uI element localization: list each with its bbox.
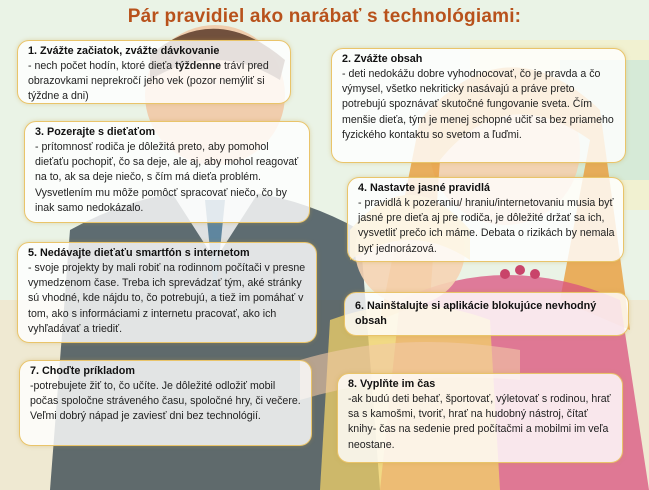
rule-card-6 bbox=[344, 292, 629, 336]
rule-body-4: - pravidlá k pozeraniu/ hraniu/internetovaniu musia byť jasné pre dieťa aj pre rodiča, je dôležité držať sa ich, vysvetliť prečo ich máme. Debata o rizikách by nemala byť jednorázová. bbox=[358, 197, 615, 255]
rule-heading-2: 2. Zvážte obsah bbox=[342, 53, 423, 65]
rule-heading-1: 1. Zvážte začiatok, zvážte dávkovanie bbox=[28, 45, 220, 57]
rule-heading-3: 3. Pozerajte s dieťaťom bbox=[35, 126, 156, 138]
rule-body-1-bold: týždenne bbox=[175, 60, 222, 72]
rule-body-2: - deti nedokážu dobre vyhodnocovať, čo je pravda a čo výmysel, všetko nekriticky nasávajú a práve preto potrebujú spoznávať skutočné fungovanie sveta. Čím menšie dieťa, tým je menej schopné učiť sa bez priameho fyzického kontaktu so svetom a ľuďmi. bbox=[342, 68, 614, 141]
rule-heading-6: 6. Nainštalujte si aplikácie blokujúce nevhodný obsah bbox=[355, 300, 597, 327]
rule-card-4 bbox=[347, 177, 624, 262]
rule-body-5: - svoje projekty by mali robiť na rodinnom počítači v presne vymedzenom čase. Treba ich sprevádzať tým, aké stránky sú vhodné, kde nájdu to, čo potrebujú, a tiež im pomáhať v tom, ako s informáciami z internetu pracovať, ako ich vyhľadávať a triediť. bbox=[28, 262, 306, 335]
rule-heading-4: 4. Nastavte jasné pravidlá bbox=[358, 182, 491, 194]
rule-card-7 bbox=[19, 360, 312, 446]
rule-heading-8: 8. Vyplňte im čas bbox=[348, 378, 436, 390]
rule-body-7: -potrebujete žiť to, čo učíte. Je dôležité odložiť mobil počas spoločne stráveného času, spoločné hry, či večere. Veľmi dobrý nápad je zaviesť dni bez technológií. bbox=[30, 380, 301, 423]
rule-card-1 bbox=[17, 40, 291, 104]
rule-body-8: -ak budú deti behať, športovať, výletovať s rodinou, hrať sa s kamošmi, tvoriť, hrať na hudobný nástroj, čítať knihy- čas na sedenie pred počítačmi a mobilmi im veľa neostane. bbox=[348, 393, 611, 451]
rule-body-1 bbox=[28, 59, 282, 105]
rule-heading-7: 7. Choďte príkladom bbox=[30, 365, 135, 377]
rule-card-2 bbox=[331, 48, 626, 163]
rule-body-1-text-end: tráví pred obrazovkami neprekročí jeho vek (pozor nemýliť si týždne a dni) bbox=[28, 60, 269, 103]
rule-card-8 bbox=[337, 373, 623, 463]
rule-heading-5: 5. Nedávajte dieťaťu smartfón s internetom bbox=[28, 247, 250, 259]
rule-body-3: - prítomnosť rodiča je dôležitá preto, aby pomohol dieťaťu pochopiť, čo sa deje, ale aj, aby mohol reagovať na to, ak sa deje niečo, s čím má dieťa problém. Vysvetlením mu môže pomôcť spracovať niečo, čo by inak samo nedokázalo. bbox=[35, 141, 299, 214]
rule-body-1-text: - nech počet hodín, ktoré dieťa bbox=[28, 60, 176, 72]
page-title: Pár pravidiel ako narábať s technológiami: bbox=[127, 6, 522, 27]
rule-card-5 bbox=[17, 242, 317, 343]
rule-card-3 bbox=[24, 121, 310, 223]
